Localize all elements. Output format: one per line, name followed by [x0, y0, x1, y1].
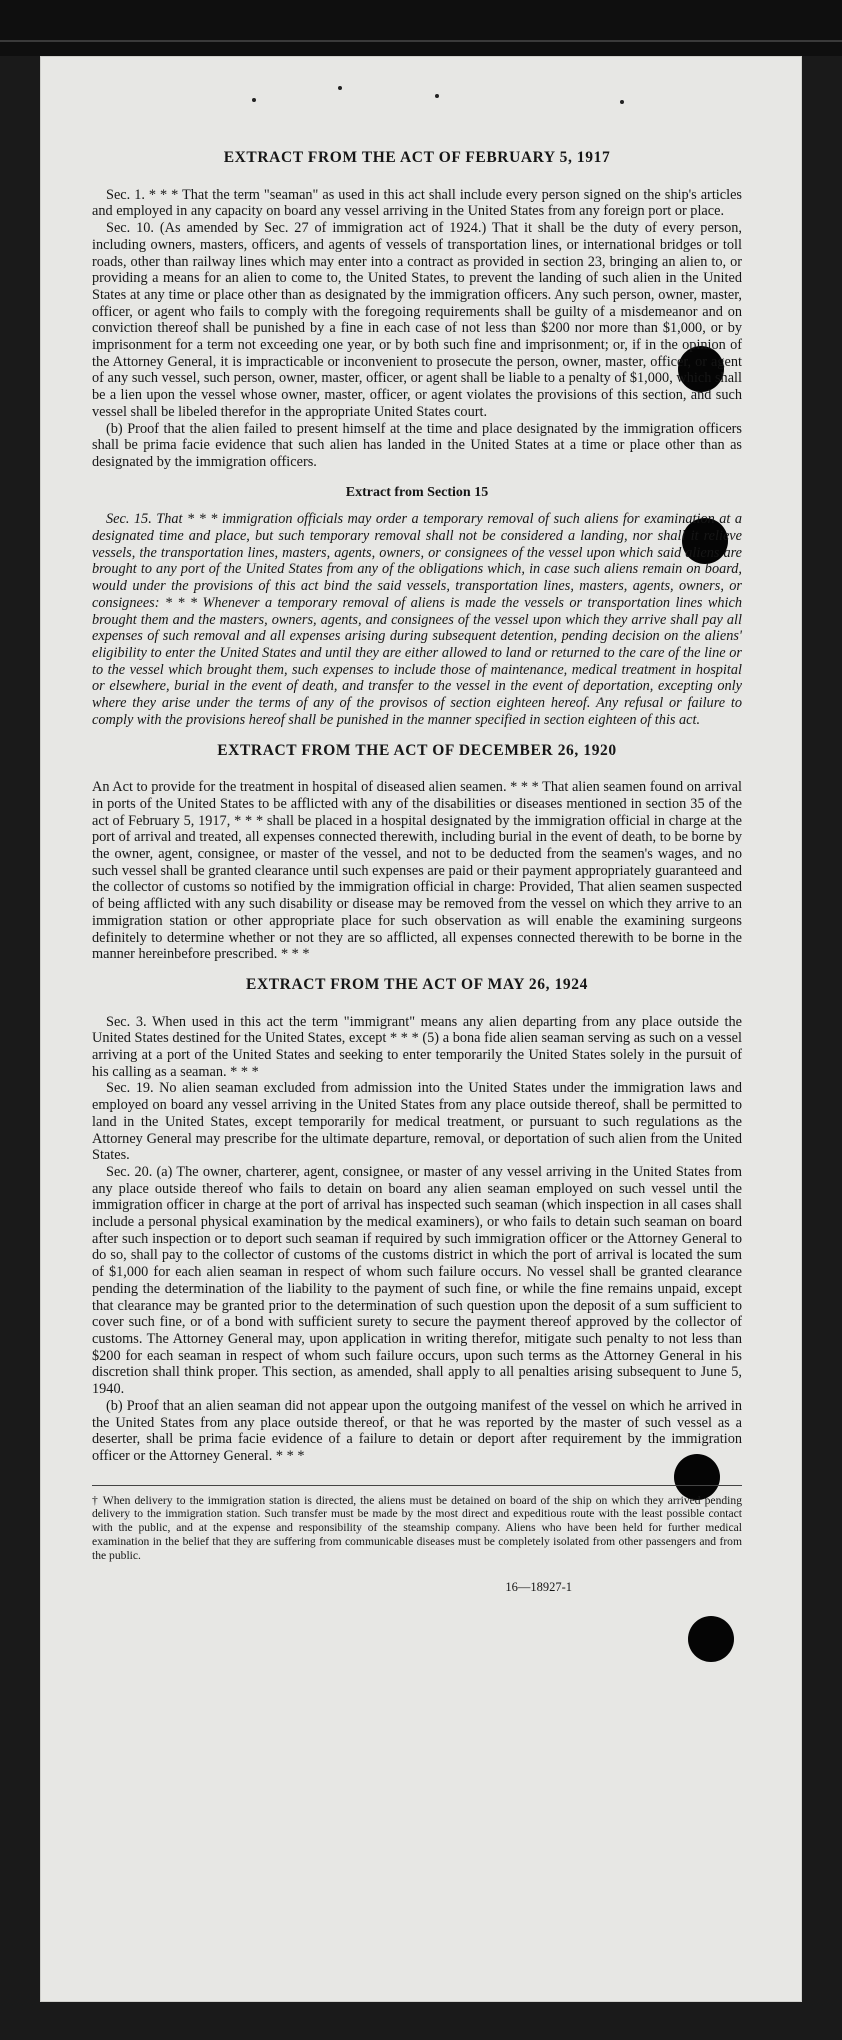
- paragraph-sec-10b: (b) Proof that the alien failed to present himself at the time and place designated by the immigration officers shall be prima facie evidence that such alien has landed in the United States at a time or place other than as designated by the immigration officers.: [92, 420, 742, 470]
- document-body: [92, 150, 742, 1595]
- section-heading-1920: EXTRACT FROM THE ACT OF DECEMBER 26, 1920: [217, 741, 617, 759]
- dust-speck: [252, 98, 256, 102]
- paragraph-sec-1: Sec. 1. * * * That the term "seaman" as used in this act shall include every person signed on the ship's articles and employed in any capacity on board any vessel arriving in the United States from any foreign port or place.: [92, 186, 742, 220]
- paragraph-sec-20a: Sec. 20. (a) The owner, charterer, agent, consignee, or master of any vessel arriving in the United States from any place outside thereof who fails to detain on board any alien seaman employed on such vessel until the immigration officer in charge at the port of arrival has inspected such seaman (which inspection in all cases shall include a personal physical examination by the medical examiners), or who fails to detain such seaman on board after such inspection or to deport such seaman if required by such immigration officer or the Attorney General to do so, shall pay to the collector of customs of the customs district in which the port of arrival is located the sum of $1,000 for each alien seaman in respect of whom such failure occurs. No vessel shall be granted clearance pending the determination of the liability to the payment of such fine, or while the fine remains unpaid, except that clearance may be granted prior to the determination of such question upon the deposit of a sum sufficient to cover such fine, or of a bond with sufficient surety to secure the payment thereof approved by the collector of customs. The Attorney General may, upon application in writing therefor, mitigate such penalty to not less than $200 for each seaman in respect of whom such failure occurs, upon such terms as the Attorney General in his discretion shall think proper. This section, as amended, shall apply to all penalties arising subsequent to June 5, 1940.: [92, 1163, 742, 1398]
- paragraph-act-1920: An Act to provide for the treatment in hospital of diseased alien seamen. * * * That alien seamen found on arrival in ports of the United States to be afflicted with any of the disabilities or diseases mentioned in section 35 of the act of February 5, 1917, * * * shall be placed in a hospital designated by the immigration official in charge at the port of arrival and treated, all expenses connected therewith, including burial in the event of death, to be borne by the owner, agent, consignee, or master of the vessel, and not to be deducted from the seamen's wages, and no such vessel shall be granted clearance until such expenses are paid or their payment appropriately guaranteed and the collector of customs so notified by the immigration official in charge: Provided, That alien seamen suspected of being afflicted with any such disability or disease may be removed from the vessel on which they arrive to an immigration station or other appropriate place for such observation as will enable the examining surgeons definitely to determine whether or not they are so afflicted, all expenses connected therewith to be borne in the manner hereinbefore prescribed. * * *: [92, 779, 742, 963]
- footnote: † When delivery to the immigration station is directed, the aliens must be detained on board of the ship on which they arrived pending delivery to the immigration station. Such transfer must be made by the most direct and expeditious route with the least possible contact with the public, and at the expense and responsibility of the steamship company. Aliens who have been held for further medical examination in the belief that they are suffering from communicable diseases must be completely isolated from other passengers and from the public.: [92, 1485, 742, 1563]
- paragraph-sec-15: Sec. 15. That * * * immigration officials may order a temporary removal of such aliens for examination at a designated time and place, but such temporary removal shall not be considered a landing, nor shall it relieve vessels, the transportation lines, masters, agents, owners, or consignees of the vessel upon which said aliens are brought to any port of the United States from any of the obligations which, in case such aliens remain on board, would under the provisions of this act bind the said vessels, transportation lines, masters, agents, owners, or consignees: * * * Whenever a temporary removal of aliens is made the vessels or transportation lines which brought them and the masters, owners, agents, and consignees of the vessel upon which they arrive shall pay all expenses of such removal and all expenses arising during subsequent detention, pending decision on the aliens' eligibility to enter the United States and until they are either allowed to land or returned to the care of the line or to the vessel which brought them, such expenses to include those of maintenance, medical treatment in hospital or elsewhere, burial in the event of death, and transfer to the vessel in the event of deportation, excepting only where they arise under the terms of any of the provisos of section eighteen hereof. Any refusal or failure to comply with the provisions hereof shall be punished in the manner specified in section eighteen of this act.: [92, 511, 742, 728]
- dust-speck: [435, 94, 439, 98]
- paragraph-sec-3: Sec. 3. When used in this act the term "immigrant" means any alien departing from any place outside the United States destined for the United States, except * * * (5) a bona fide alien seaman serving as such on a vessel arriving at a port of the United States and seeking to enter temporarily the United States solely in the pursuit of his calling as a seaman. * * *: [92, 1013, 742, 1080]
- dust-speck: [620, 100, 624, 104]
- scan-top-line: [0, 40, 842, 42]
- scan-top-border: [0, 0, 842, 56]
- subheading-section-15: Extract from Section 15: [345, 484, 489, 500]
- dust-speck: [338, 86, 342, 90]
- paragraph-sec-10: Sec. 10. (As amended by Sec. 27 of immigration act of 1924.) That it shall be the duty of every person, including owners, masters, officers, and agents of vessels of transportation lines, or international bridges or toll roads, other than railway lines which may enter into a contract as provided in section 23, bringing an alien to, or providing a means for an alien to come to, the United States, to prevent the landing of such alien in the United States at any time or place other than as designated by the immigration officers. Any such person, owner, master, officer, or agent who fails to comply with the foregoing requirements shall be guilty of a misdemeanor and on conviction thereof shall be punished by a fine in each case of not less than $200 nor more than $1,000, or by imprisonment for a term not exceeding one year, or by both such fine and imprisonment; or, if in the opinion of the Attorney General, it is impracticable or inconvenient to prosecute the person, owner, master, officer, or agent of any such vessel, such person, owner, master, officer, or agent shall be liable to a penalty of $1,000, which shall be a lien upon the vessel whose owner, master, officer, or agent violates the provisions of this section, and such vessel shall be libeled therefor in the appropriate United States court.: [92, 220, 742, 420]
- paragraph-sec-20b: (b) Proof that an alien seaman did not appear upon the outgoing manifest of the vessel on which he arrived in the United States from any place outside thereof, or that he was reported by the master of such vessel as a deserter, shall be prima facie evidence of a failure to detain or deport after requirement by the immigration officer or the Attorney General. * * *: [92, 1397, 742, 1464]
- page-identifier: 16—18927-1: [505, 1579, 572, 1594]
- section-heading-1924: EXTRACT FROM THE ACT OF MAY 26, 1924: [246, 975, 588, 993]
- punch-hole: [688, 1616, 734, 1662]
- paragraph-sec-19: Sec. 19. No alien seaman excluded from admission into the United States under the immigration laws and employed on board any vessel arriving in the United States from any place outside thereof, shall be permitted to land in the United States, except temporarily for medical treatment, or pursuant to such regulations as the Attorney General may prescribe for the ultimate departure, removal, or deportation of such alien from the United States.: [92, 1080, 742, 1164]
- section-heading-1917: EXTRACT FROM THE ACT OF FEBRUARY 5, 1917: [223, 149, 611, 166]
